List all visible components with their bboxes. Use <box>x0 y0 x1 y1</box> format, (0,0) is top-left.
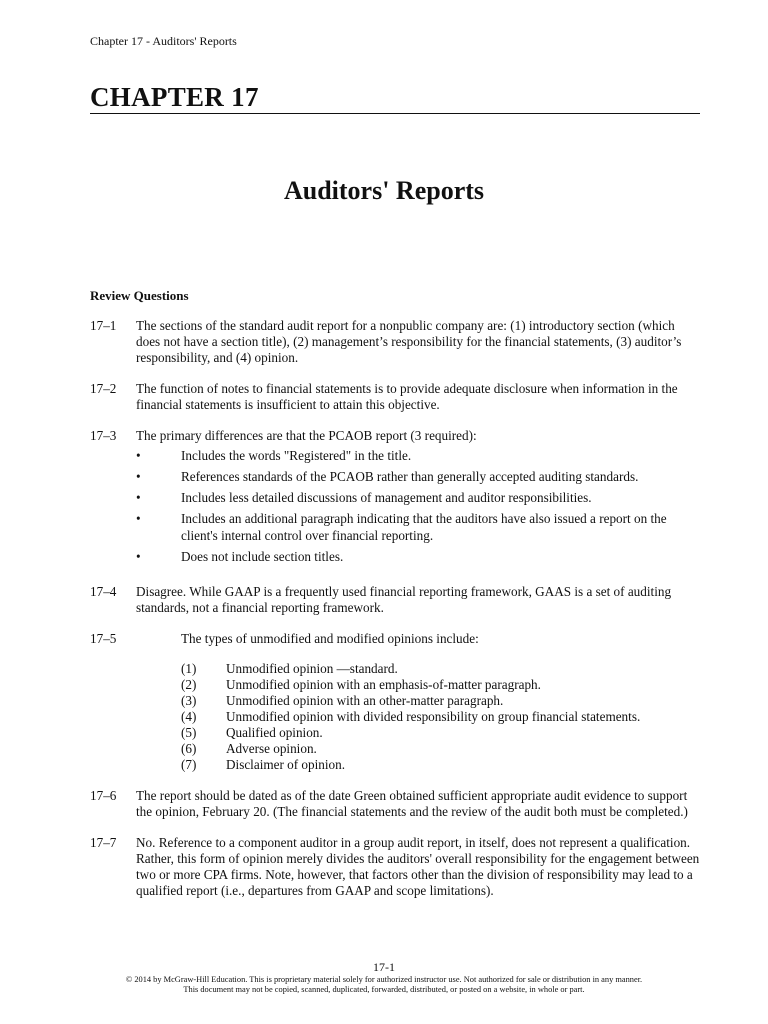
question-answer: No. Reference to a component auditor in a group audit report, in itself, does not represent a qualification. Rather, this form of opinion merely divides the auditors' overall responsibility for the engagement between two or more CPA firms. Note, however, that factors other than the division of responsibility may lead to a qualified report (i.e., departures from GAAP and scope limitations). <box>136 835 700 898</box>
question-number: 17–6 <box>90 788 117 803</box>
question-number: 17–2 <box>90 381 117 396</box>
list-item: (6) Adverse opinion. <box>181 741 317 756</box>
copyright-line: This document may not be copied, scanned, duplicated, forwarded, distributed, or posted on a website, in whole or part. <box>183 985 585 994</box>
question-number: 17–3 <box>90 428 117 443</box>
list-item: • Includes an additional paragraph indicating that the auditors have also issued a report on the client's internal control over financial reporting. <box>136 511 667 543</box>
question-number: 17–7 <box>90 835 117 850</box>
bullet-icon: • <box>136 490 141 505</box>
question-number: 17–1 <box>90 318 117 333</box>
bullet-icon: • <box>136 469 141 484</box>
question-answer: The report should be dated as of the date Green obtained sufficient appropriate audit evidence to support the opinion, February 20. (The financial statements and the review of the audit both must be completed.) <box>136 788 688 819</box>
list-item: (2) Unmodified opinion with an emphasis-of-matter paragraph. <box>181 677 541 692</box>
question-17-6 <box>90 788 702 820</box>
list-item: (1) Unmodified opinion —standard. <box>181 661 398 676</box>
question-number: 17–4 <box>90 584 117 599</box>
question-17-2 <box>90 381 702 413</box>
question-answer: Disagree. While GAAP is a frequently used financial reporting framework, GAAS is a set of auditing standards, not a financial reporting framework. <box>136 584 672 615</box>
page-title: Auditors' Reports <box>283 176 485 205</box>
page-number: 17-1 <box>373 960 395 974</box>
question-answer: The function of notes to financial statements is to provide adequate disclosure when information in the financial statements is insufficient to attain this objective. <box>136 381 678 412</box>
list-item: • Includes less detailed discussions of management and auditor responsibilities. <box>136 490 592 505</box>
question-17-4 <box>90 584 702 616</box>
copyright-line: © 2014 by McGraw-Hill Education. This is proprietary material solely for authorized instructor use. Not authorized for sale or distribution in any manner. <box>125 975 643 984</box>
list-item: (7) Disclaimer of opinion. <box>181 757 346 772</box>
title-rule <box>90 113 700 114</box>
question-number: 17–5 <box>90 631 117 646</box>
question-17-5 <box>90 631 702 773</box>
chapter-title: CHAPTER 17 <box>90 82 259 112</box>
running-head: Chapter 17 - Auditors' Reports <box>90 34 237 48</box>
question-answer: The sections of the standard audit report for a nonpublic company are: (1) introductory section (which does not have a section title), (2) management’s responsibility for the financial statements, (3) auditor’s responsibility, and (4) opinion. <box>136 318 682 365</box>
list-item: (3) Unmodified opinion with an other-matter paragraph. <box>181 693 504 708</box>
copyright-notice <box>0 975 768 995</box>
bullet-icon: • <box>136 511 141 526</box>
section-heading: Review Questions <box>90 288 189 303</box>
bullet-list <box>136 447 702 565</box>
question-answer: The primary differences are that the PCAOB report (3 required): <box>136 428 477 443</box>
list-item: (5) Qualified opinion. <box>181 725 323 740</box>
bullet-icon: • <box>136 448 141 463</box>
list-item: (4) Unmodified opinion with divided responsibility on group financial statements. <box>181 709 641 724</box>
review-questions <box>90 318 702 914</box>
opinion-list <box>181 661 702 773</box>
list-item: • Includes the words "Registered" in the title. <box>136 448 412 463</box>
question-17-7 <box>90 835 702 899</box>
list-item: • References standards of the PCAOB rather than generally accepted auditing standards. <box>136 469 639 484</box>
bullet-icon: • <box>136 549 141 564</box>
list-item: • Does not include section titles. <box>136 549 344 564</box>
question-17-1 <box>90 318 702 366</box>
question-17-3 <box>90 428 702 569</box>
question-answer: The types of unmodified and modified opinions include: <box>181 631 479 646</box>
